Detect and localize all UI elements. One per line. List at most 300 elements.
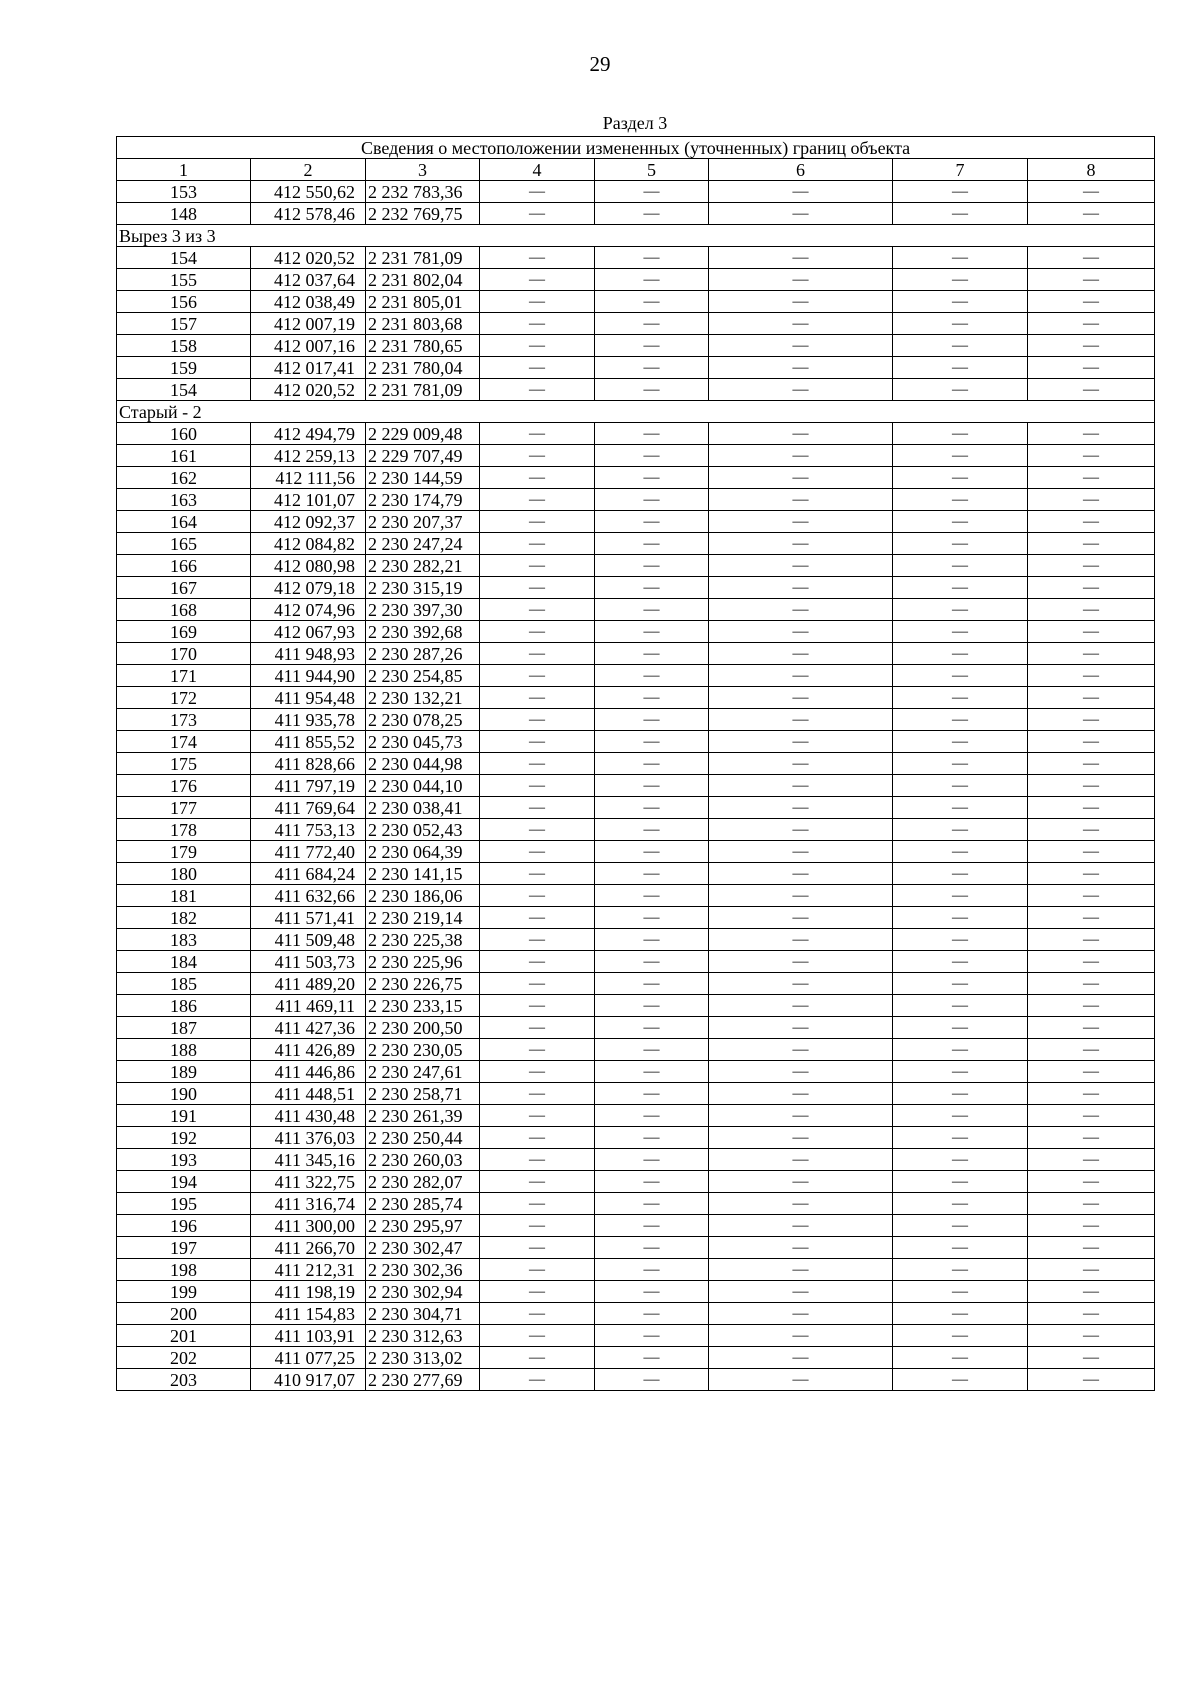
point-number: 185 bbox=[117, 973, 251, 995]
empty-mark: — bbox=[595, 1105, 709, 1127]
empty-mark: — bbox=[1028, 1369, 1155, 1391]
empty-mark: — bbox=[709, 1149, 893, 1171]
page-number: 29 bbox=[589, 52, 611, 76]
y-coordinate: 2 231 780,65 bbox=[366, 335, 480, 357]
column-header-row bbox=[117, 159, 1155, 181]
table-row bbox=[117, 753, 1155, 775]
y-coordinate: 2 230 132,21 bbox=[366, 687, 480, 709]
empty-mark: — bbox=[595, 709, 709, 731]
empty-mark: — bbox=[893, 181, 1028, 203]
point-number: 181 bbox=[117, 885, 251, 907]
x-coordinate: 412 259,13 bbox=[251, 445, 366, 467]
x-coordinate: 411 469,11 bbox=[251, 995, 366, 1017]
empty-mark: — bbox=[893, 1237, 1028, 1259]
x-coordinate: 412 079,18 bbox=[251, 577, 366, 599]
empty-mark: — bbox=[709, 1369, 893, 1391]
empty-mark: — bbox=[893, 907, 1028, 929]
y-coordinate: 2 231 781,09 bbox=[366, 379, 480, 401]
table-row bbox=[117, 1061, 1155, 1083]
empty-mark: — bbox=[709, 995, 893, 1017]
y-coordinate: 2 230 078,25 bbox=[366, 709, 480, 731]
empty-mark: — bbox=[709, 423, 893, 445]
x-coordinate: 411 684,24 bbox=[251, 863, 366, 885]
table-row bbox=[117, 1039, 1155, 1061]
empty-mark: — bbox=[480, 643, 595, 665]
table-row bbox=[117, 1303, 1155, 1325]
empty-mark: — bbox=[595, 841, 709, 863]
empty-mark: — bbox=[1028, 841, 1155, 863]
empty-mark: — bbox=[893, 621, 1028, 643]
empty-mark: — bbox=[893, 687, 1028, 709]
empty-mark: — bbox=[709, 357, 893, 379]
y-coordinate: 2 230 254,85 bbox=[366, 665, 480, 687]
table-row bbox=[117, 423, 1155, 445]
table-row bbox=[117, 775, 1155, 797]
empty-mark: — bbox=[480, 467, 595, 489]
empty-mark: — bbox=[480, 1171, 595, 1193]
y-coordinate: 2 230 302,94 bbox=[366, 1281, 480, 1303]
empty-mark: — bbox=[709, 797, 893, 819]
empty-mark: — bbox=[893, 1369, 1028, 1391]
empty-mark: — bbox=[709, 863, 893, 885]
empty-mark: — bbox=[595, 731, 709, 753]
empty-mark: — bbox=[709, 533, 893, 555]
empty-mark: — bbox=[480, 1149, 595, 1171]
table-row bbox=[117, 1347, 1155, 1369]
table-row bbox=[117, 621, 1155, 643]
empty-mark: — bbox=[480, 577, 595, 599]
empty-mark: — bbox=[1028, 1149, 1155, 1171]
empty-mark: — bbox=[480, 929, 595, 951]
y-coordinate: 2 230 392,68 bbox=[366, 621, 480, 643]
empty-mark: — bbox=[893, 335, 1028, 357]
point-number: 169 bbox=[117, 621, 251, 643]
empty-mark: — bbox=[480, 1325, 595, 1347]
empty-mark: — bbox=[480, 907, 595, 929]
empty-mark: — bbox=[595, 335, 709, 357]
empty-mark: — bbox=[1028, 797, 1155, 819]
empty-mark: — bbox=[893, 995, 1028, 1017]
empty-mark: — bbox=[595, 687, 709, 709]
y-coordinate: 2 230 302,36 bbox=[366, 1259, 480, 1281]
point-number: 178 bbox=[117, 819, 251, 841]
empty-mark: — bbox=[595, 1237, 709, 1259]
y-coordinate: 2 230 141,15 bbox=[366, 863, 480, 885]
table-caption-row bbox=[117, 137, 1155, 159]
empty-mark: — bbox=[595, 1259, 709, 1281]
y-coordinate: 2 230 044,98 bbox=[366, 753, 480, 775]
y-coordinate: 2 229 707,49 bbox=[366, 445, 480, 467]
empty-mark: — bbox=[1028, 577, 1155, 599]
column-header: 5 bbox=[595, 159, 709, 181]
empty-mark: — bbox=[480, 203, 595, 225]
point-number: 156 bbox=[117, 291, 251, 313]
empty-mark: — bbox=[595, 489, 709, 511]
y-coordinate: 2 230 144,59 bbox=[366, 467, 480, 489]
empty-mark: — bbox=[480, 973, 595, 995]
empty-mark: — bbox=[480, 1303, 595, 1325]
empty-mark: — bbox=[595, 1083, 709, 1105]
table-row bbox=[117, 489, 1155, 511]
empty-mark: — bbox=[893, 1259, 1028, 1281]
table-row bbox=[117, 1105, 1155, 1127]
x-coordinate: 412 020,52 bbox=[251, 379, 366, 401]
x-coordinate: 411 300,00 bbox=[251, 1215, 366, 1237]
table-row bbox=[117, 357, 1155, 379]
column-header: 8 bbox=[1028, 159, 1155, 181]
empty-mark: — bbox=[1028, 753, 1155, 775]
empty-mark: — bbox=[595, 1171, 709, 1193]
empty-mark: — bbox=[893, 1061, 1028, 1083]
empty-mark: — bbox=[709, 1083, 893, 1105]
point-number: 186 bbox=[117, 995, 251, 1017]
empty-mark: — bbox=[1028, 247, 1155, 269]
y-coordinate: 2 230 230,05 bbox=[366, 1039, 480, 1061]
empty-mark: — bbox=[480, 1237, 595, 1259]
empty-mark: — bbox=[709, 467, 893, 489]
empty-mark: — bbox=[709, 819, 893, 841]
x-coordinate: 412 080,98 bbox=[251, 555, 366, 577]
y-coordinate: 2 230 282,07 bbox=[366, 1171, 480, 1193]
y-coordinate: 2 232 769,75 bbox=[366, 203, 480, 225]
point-number: 188 bbox=[117, 1039, 251, 1061]
empty-mark: — bbox=[1028, 533, 1155, 555]
empty-mark: — bbox=[893, 247, 1028, 269]
point-number: 153 bbox=[117, 181, 251, 203]
empty-mark: — bbox=[595, 445, 709, 467]
x-coordinate: 411 345,16 bbox=[251, 1149, 366, 1171]
empty-mark: — bbox=[709, 269, 893, 291]
table-row bbox=[117, 181, 1155, 203]
empty-mark: — bbox=[893, 1215, 1028, 1237]
empty-mark: — bbox=[480, 1127, 595, 1149]
point-number: 160 bbox=[117, 423, 251, 445]
empty-mark: — bbox=[1028, 555, 1155, 577]
point-number: 193 bbox=[117, 1149, 251, 1171]
empty-mark: — bbox=[480, 995, 595, 1017]
empty-mark: — bbox=[709, 1303, 893, 1325]
empty-mark: — bbox=[709, 1017, 893, 1039]
empty-mark: — bbox=[709, 1127, 893, 1149]
y-coordinate: 2 230 052,43 bbox=[366, 819, 480, 841]
y-coordinate: 2 230 261,39 bbox=[366, 1105, 480, 1127]
empty-mark: — bbox=[709, 1281, 893, 1303]
x-coordinate: 412 007,19 bbox=[251, 313, 366, 335]
empty-mark: — bbox=[893, 467, 1028, 489]
empty-mark: — bbox=[893, 929, 1028, 951]
empty-mark: — bbox=[1028, 665, 1155, 687]
empty-mark: — bbox=[595, 1215, 709, 1237]
y-coordinate: 2 231 780,04 bbox=[366, 357, 480, 379]
empty-mark: — bbox=[709, 313, 893, 335]
empty-mark: — bbox=[595, 951, 709, 973]
empty-mark: — bbox=[480, 863, 595, 885]
table-row bbox=[117, 1215, 1155, 1237]
empty-mark: — bbox=[709, 1215, 893, 1237]
point-number: 157 bbox=[117, 313, 251, 335]
empty-mark: — bbox=[480, 445, 595, 467]
empty-mark: — bbox=[480, 1017, 595, 1039]
x-coordinate: 412 550,62 bbox=[251, 181, 366, 203]
empty-mark: — bbox=[595, 181, 709, 203]
empty-mark: — bbox=[893, 379, 1028, 401]
empty-mark: — bbox=[595, 775, 709, 797]
x-coordinate: 411 954,48 bbox=[251, 687, 366, 709]
point-number: 179 bbox=[117, 841, 251, 863]
table-row bbox=[117, 379, 1155, 401]
empty-mark: — bbox=[480, 555, 595, 577]
empty-mark: — bbox=[1028, 1281, 1155, 1303]
empty-mark: — bbox=[1028, 423, 1155, 445]
x-coordinate: 412 038,49 bbox=[251, 291, 366, 313]
empty-mark: — bbox=[1028, 313, 1155, 335]
empty-mark: — bbox=[480, 775, 595, 797]
x-coordinate: 411 571,41 bbox=[251, 907, 366, 929]
empty-mark: — bbox=[595, 467, 709, 489]
point-number: 176 bbox=[117, 775, 251, 797]
empty-mark: — bbox=[595, 621, 709, 643]
y-coordinate: 2 230 313,02 bbox=[366, 1347, 480, 1369]
empty-mark: — bbox=[480, 1369, 595, 1391]
table-row bbox=[117, 885, 1155, 907]
empty-mark: — bbox=[480, 247, 595, 269]
empty-mark: — bbox=[893, 203, 1028, 225]
table-row bbox=[117, 1149, 1155, 1171]
table-row bbox=[117, 907, 1155, 929]
y-coordinate: 2 230 174,79 bbox=[366, 489, 480, 511]
empty-mark: — bbox=[595, 357, 709, 379]
section-title: Раздел 3 bbox=[602, 113, 668, 133]
empty-mark: — bbox=[480, 533, 595, 555]
empty-mark: — bbox=[1028, 203, 1155, 225]
table-body bbox=[117, 137, 1155, 1391]
empty-mark: — bbox=[709, 1171, 893, 1193]
y-coordinate: 2 230 045,73 bbox=[366, 731, 480, 753]
empty-mark: — bbox=[1028, 489, 1155, 511]
empty-mark: — bbox=[480, 687, 595, 709]
point-number: 173 bbox=[117, 709, 251, 731]
table-row bbox=[117, 203, 1155, 225]
empty-mark: — bbox=[595, 1193, 709, 1215]
empty-mark: — bbox=[1028, 445, 1155, 467]
x-coordinate: 411 772,40 bbox=[251, 841, 366, 863]
table-row bbox=[117, 863, 1155, 885]
empty-mark: — bbox=[1028, 269, 1155, 291]
point-number: 163 bbox=[117, 489, 251, 511]
table-row bbox=[117, 467, 1155, 489]
empty-mark: — bbox=[480, 1105, 595, 1127]
point-number: 165 bbox=[117, 533, 251, 555]
column-header: 3 bbox=[366, 159, 480, 181]
x-coordinate: 411 948,93 bbox=[251, 643, 366, 665]
empty-mark: — bbox=[893, 1083, 1028, 1105]
empty-mark: — bbox=[893, 313, 1028, 335]
empty-mark: — bbox=[709, 1347, 893, 1369]
table-row bbox=[117, 973, 1155, 995]
empty-mark: — bbox=[709, 643, 893, 665]
point-number: 154 bbox=[117, 247, 251, 269]
empty-mark: — bbox=[480, 1281, 595, 1303]
x-coordinate: 411 446,86 bbox=[251, 1061, 366, 1083]
point-number: 154 bbox=[117, 379, 251, 401]
x-coordinate: 411 266,70 bbox=[251, 1237, 366, 1259]
empty-mark: — bbox=[1028, 357, 1155, 379]
empty-mark: — bbox=[893, 489, 1028, 511]
point-number: 168 bbox=[117, 599, 251, 621]
empty-mark: — bbox=[595, 379, 709, 401]
empty-mark: — bbox=[893, 291, 1028, 313]
empty-mark: — bbox=[480, 599, 595, 621]
point-number: 162 bbox=[117, 467, 251, 489]
x-coordinate: 411 753,13 bbox=[251, 819, 366, 841]
empty-mark: — bbox=[709, 379, 893, 401]
empty-mark: — bbox=[595, 1061, 709, 1083]
y-coordinate: 2 232 783,36 bbox=[366, 181, 480, 203]
x-coordinate: 411 489,20 bbox=[251, 973, 366, 995]
empty-mark: — bbox=[595, 423, 709, 445]
y-coordinate: 2 230 312,63 bbox=[366, 1325, 480, 1347]
empty-mark: — bbox=[893, 973, 1028, 995]
point-number: 192 bbox=[117, 1127, 251, 1149]
empty-mark: — bbox=[709, 687, 893, 709]
empty-mark: — bbox=[709, 511, 893, 533]
empty-mark: — bbox=[893, 599, 1028, 621]
point-number: 159 bbox=[117, 357, 251, 379]
empty-mark: — bbox=[1028, 1017, 1155, 1039]
empty-mark: — bbox=[893, 709, 1028, 731]
empty-mark: — bbox=[709, 555, 893, 577]
point-number: 167 bbox=[117, 577, 251, 599]
empty-mark: — bbox=[709, 599, 893, 621]
empty-mark: — bbox=[595, 533, 709, 555]
point-number: 180 bbox=[117, 863, 251, 885]
empty-mark: — bbox=[709, 1237, 893, 1259]
point-number: 200 bbox=[117, 1303, 251, 1325]
y-coordinate: 2 230 247,24 bbox=[366, 533, 480, 555]
empty-mark: — bbox=[480, 291, 595, 313]
x-coordinate: 411 935,78 bbox=[251, 709, 366, 731]
y-coordinate: 2 230 038,41 bbox=[366, 797, 480, 819]
y-coordinate: 2 230 250,44 bbox=[366, 1127, 480, 1149]
empty-mark: — bbox=[709, 335, 893, 357]
empty-mark: — bbox=[1028, 511, 1155, 533]
empty-mark: — bbox=[893, 445, 1028, 467]
empty-mark: — bbox=[1028, 1303, 1155, 1325]
x-coordinate: 412 092,37 bbox=[251, 511, 366, 533]
empty-mark: — bbox=[1028, 1061, 1155, 1083]
empty-mark: — bbox=[595, 1303, 709, 1325]
empty-mark: — bbox=[709, 929, 893, 951]
empty-mark: — bbox=[480, 379, 595, 401]
empty-mark: — bbox=[480, 951, 595, 973]
empty-mark: — bbox=[1028, 973, 1155, 995]
column-header: 6 bbox=[709, 159, 893, 181]
empty-mark: — bbox=[893, 863, 1028, 885]
empty-mark: — bbox=[480, 335, 595, 357]
empty-mark: — bbox=[1028, 1105, 1155, 1127]
empty-mark: — bbox=[1028, 819, 1155, 841]
x-coordinate: 412 037,64 bbox=[251, 269, 366, 291]
point-number: 202 bbox=[117, 1347, 251, 1369]
empty-mark: — bbox=[480, 731, 595, 753]
empty-mark: — bbox=[1028, 1171, 1155, 1193]
empty-mark: — bbox=[1028, 885, 1155, 907]
y-coordinate: 2 230 225,96 bbox=[366, 951, 480, 973]
empty-mark: — bbox=[709, 775, 893, 797]
empty-mark: — bbox=[893, 357, 1028, 379]
empty-mark: — bbox=[595, 665, 709, 687]
empty-mark: — bbox=[893, 775, 1028, 797]
x-coordinate: 411 077,25 bbox=[251, 1347, 366, 1369]
y-coordinate: 2 230 186,06 bbox=[366, 885, 480, 907]
empty-mark: — bbox=[1028, 1237, 1155, 1259]
empty-mark: — bbox=[480, 269, 595, 291]
empty-mark: — bbox=[709, 181, 893, 203]
empty-mark: — bbox=[893, 1105, 1028, 1127]
empty-mark: — bbox=[595, 797, 709, 819]
empty-mark: — bbox=[1028, 1039, 1155, 1061]
table-row bbox=[117, 995, 1155, 1017]
table-row bbox=[117, 1281, 1155, 1303]
empty-mark: — bbox=[709, 1105, 893, 1127]
empty-mark: — bbox=[1028, 907, 1155, 929]
empty-mark: — bbox=[709, 1061, 893, 1083]
x-coordinate: 411 797,19 bbox=[251, 775, 366, 797]
empty-mark: — bbox=[893, 665, 1028, 687]
y-coordinate: 2 230 287,26 bbox=[366, 643, 480, 665]
y-coordinate: 2 230 258,71 bbox=[366, 1083, 480, 1105]
empty-mark: — bbox=[480, 885, 595, 907]
empty-mark: — bbox=[480, 621, 595, 643]
x-coordinate: 412 111,56 bbox=[251, 467, 366, 489]
table-row bbox=[117, 687, 1155, 709]
empty-mark: — bbox=[595, 291, 709, 313]
x-coordinate: 412 578,46 bbox=[251, 203, 366, 225]
empty-mark: — bbox=[1028, 1325, 1155, 1347]
empty-mark: — bbox=[480, 313, 595, 335]
y-coordinate: 2 230 282,21 bbox=[366, 555, 480, 577]
empty-mark: — bbox=[893, 269, 1028, 291]
x-coordinate: 412 067,93 bbox=[251, 621, 366, 643]
table-row bbox=[117, 1237, 1155, 1259]
y-coordinate: 2 230 285,74 bbox=[366, 1193, 480, 1215]
column-header: 4 bbox=[480, 159, 595, 181]
empty-mark: — bbox=[595, 203, 709, 225]
empty-mark: — bbox=[893, 1347, 1028, 1369]
empty-mark: — bbox=[709, 907, 893, 929]
x-coordinate: 412 084,82 bbox=[251, 533, 366, 555]
empty-mark: — bbox=[595, 1281, 709, 1303]
x-coordinate: 412 074,96 bbox=[251, 599, 366, 621]
x-coordinate: 411 426,89 bbox=[251, 1039, 366, 1061]
y-coordinate: 2 230 225,38 bbox=[366, 929, 480, 951]
empty-mark: — bbox=[1028, 731, 1155, 753]
empty-mark: — bbox=[595, 577, 709, 599]
y-coordinate: 2 230 064,39 bbox=[366, 841, 480, 863]
point-number: 197 bbox=[117, 1237, 251, 1259]
x-coordinate: 411 430,48 bbox=[251, 1105, 366, 1127]
point-number: 195 bbox=[117, 1193, 251, 1215]
x-coordinate: 411 427,36 bbox=[251, 1017, 366, 1039]
empty-mark: — bbox=[480, 1061, 595, 1083]
empty-mark: — bbox=[1028, 335, 1155, 357]
table-row bbox=[117, 599, 1155, 621]
y-coordinate: 2 231 781,09 bbox=[366, 247, 480, 269]
empty-mark: — bbox=[595, 643, 709, 665]
empty-mark: — bbox=[480, 819, 595, 841]
empty-mark: — bbox=[709, 577, 893, 599]
empty-mark: — bbox=[709, 841, 893, 863]
